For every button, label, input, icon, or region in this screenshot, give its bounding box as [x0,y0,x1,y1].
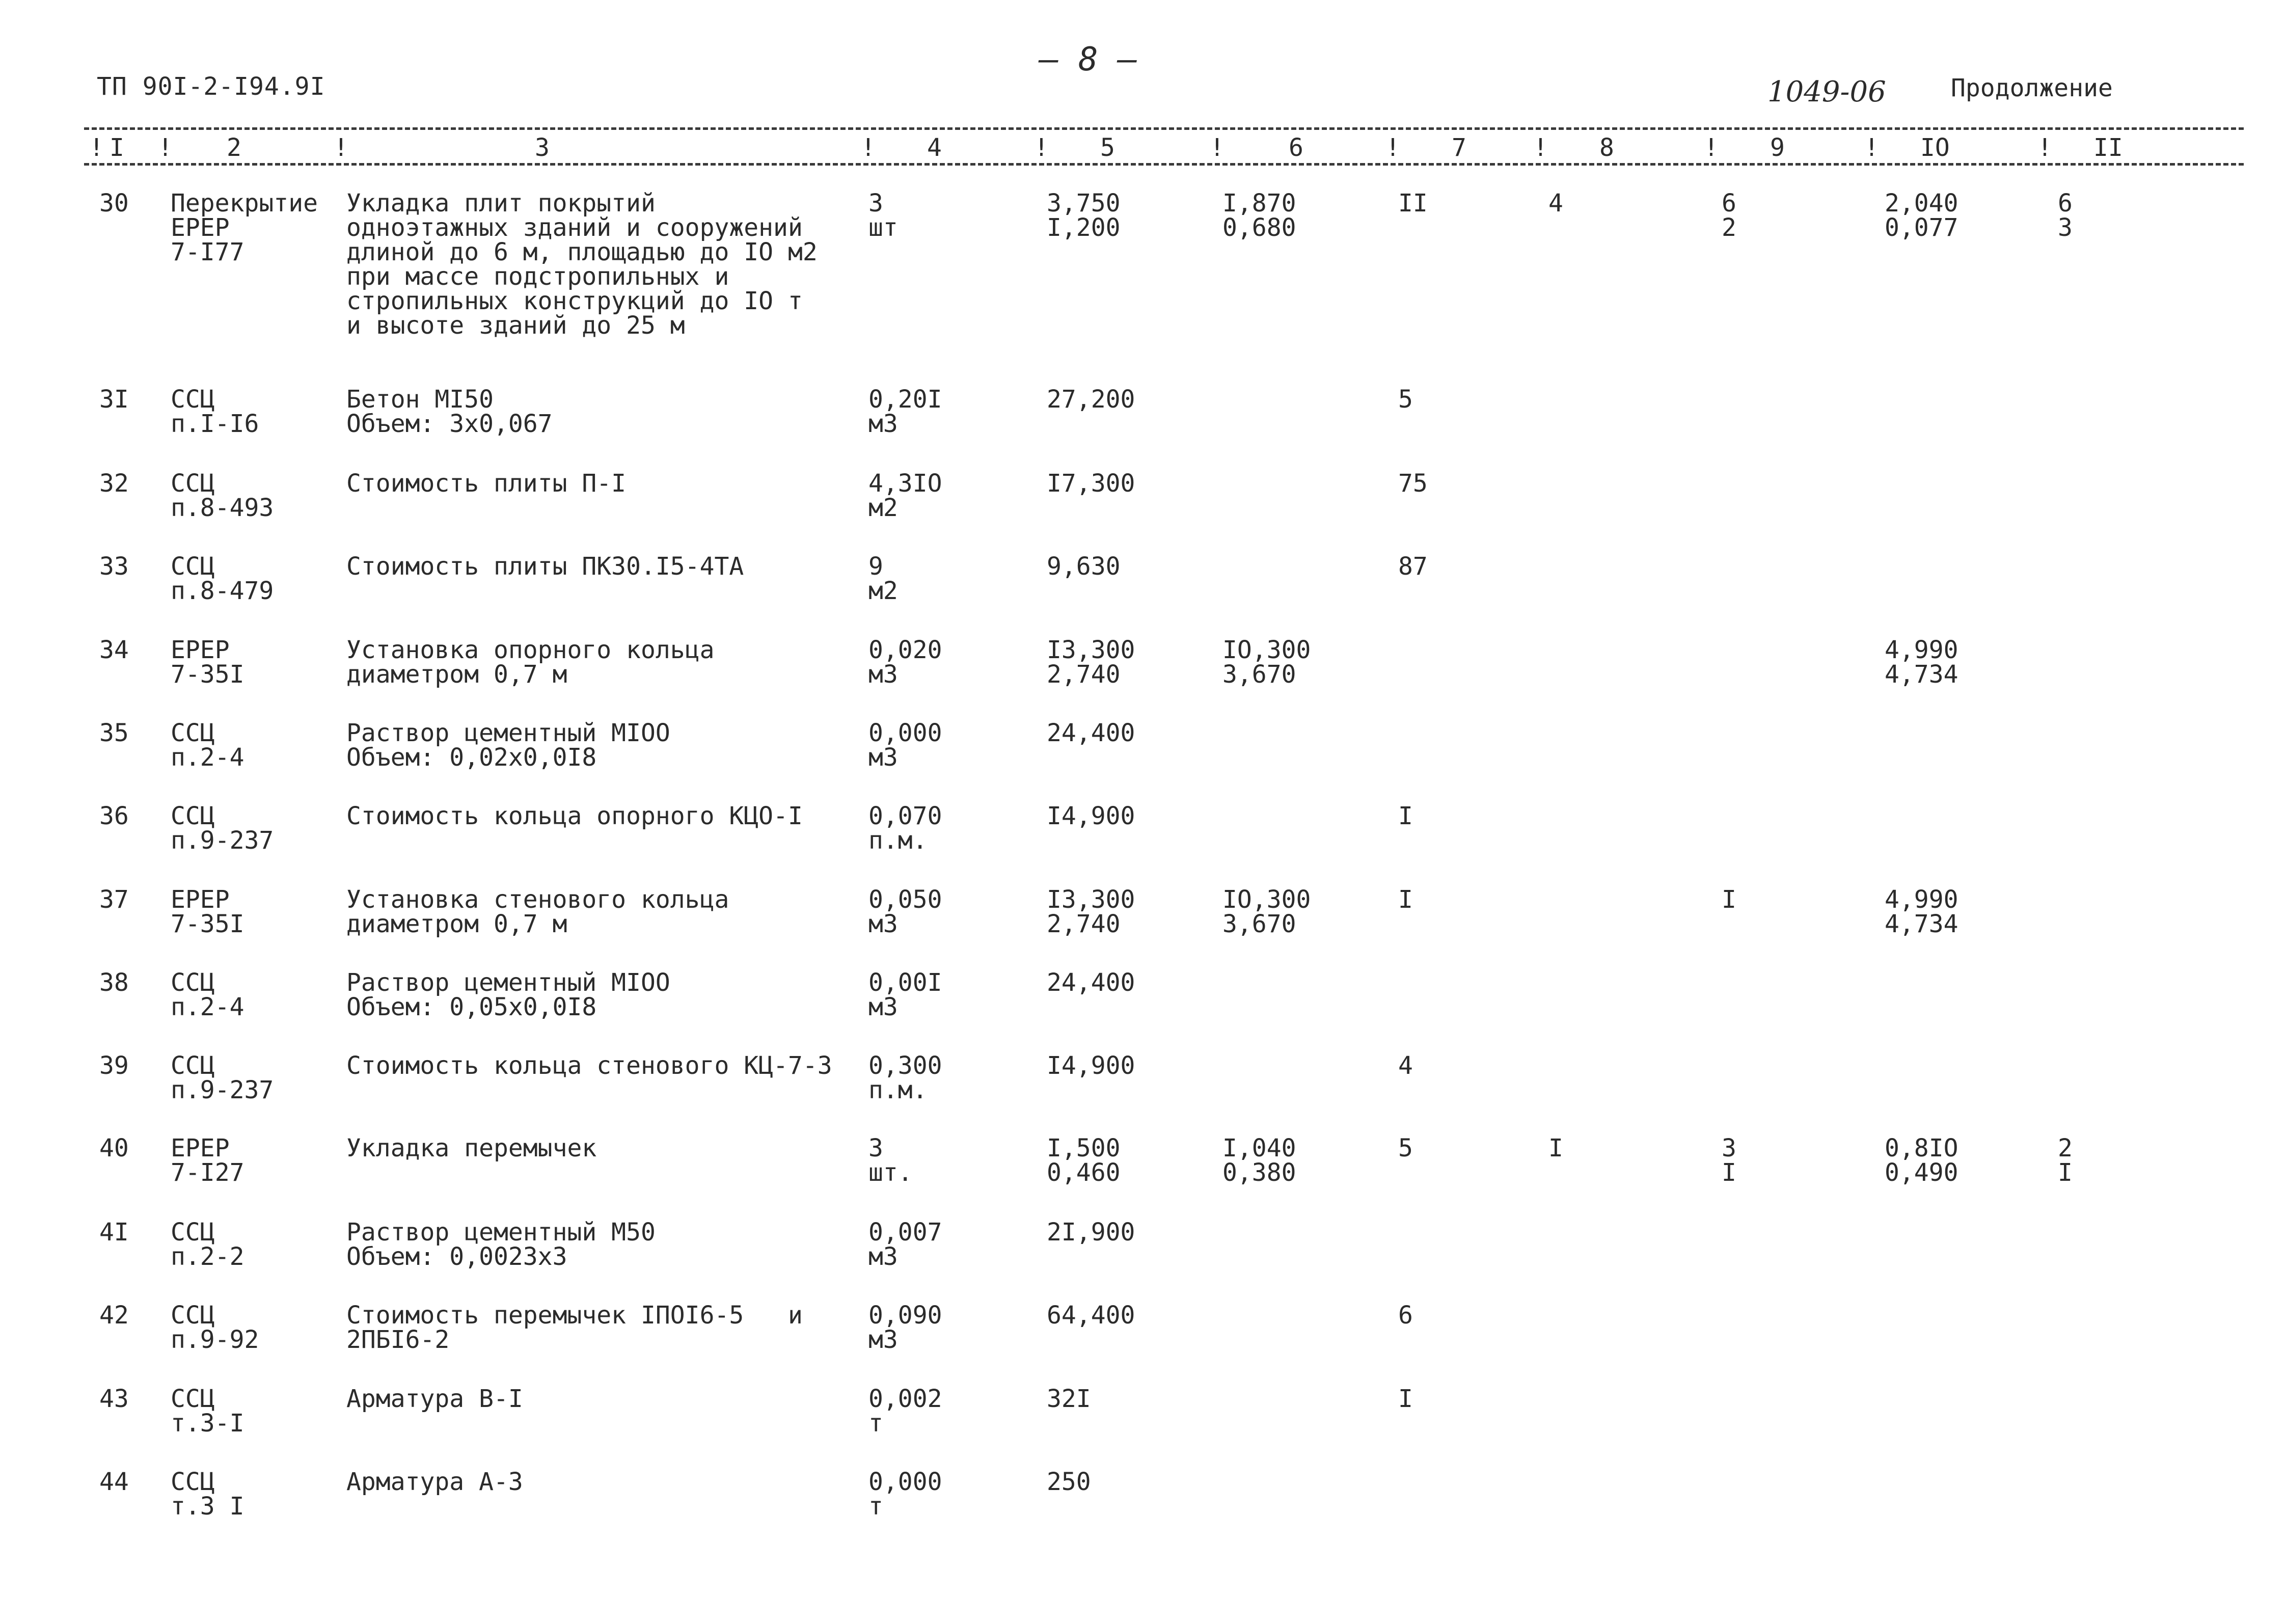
cost-code-line: п.2-4 [171,993,244,1021]
column-10-value [1885,191,1958,240]
column-8-value-line: I [1548,1134,1563,1162]
column-11-value-line: I [2058,1158,2073,1187]
wage-cost [1222,191,1296,240]
unit-cost-line: 9,630 [1047,552,1121,581]
unit-cost-line: 2I,900 [1047,1218,1135,1247]
quantity [868,638,942,687]
column-10-value-line: 4,990 [1885,885,1958,914]
wage-cost-line: I,870 [1222,189,1296,218]
column-separator: ! [89,133,104,162]
cost-code-line: ССЦ [171,469,215,498]
cost-code-line: 7-35I [171,910,244,938]
column-7-value [1398,1053,1413,1078]
work-description [346,638,714,687]
quantity-line: м3 [868,910,898,938]
cost-code [171,1387,244,1436]
quantity-line: 0,020 [868,636,942,664]
unit-cost [1047,1387,1091,1411]
cost-code [171,554,274,603]
column-header-4: 4 [927,133,942,162]
unit-cost-line: I3,300 [1047,885,1135,914]
unit-cost [1047,970,1135,995]
work-description [346,387,553,436]
cost-code [171,721,244,770]
column-header-8: 8 [1599,133,1614,162]
unit-cost [1047,191,1121,240]
cost-code [171,887,244,936]
quantity-line: м3 [868,743,898,772]
quantity [868,1387,942,1436]
work-description [346,471,626,496]
column-7-value [1398,887,1413,912]
column-7-value-line: I [1398,885,1413,914]
quantity [868,721,942,770]
column-separator: ! [1864,133,1879,162]
cost-code [171,471,274,520]
unit-cost [1047,887,1135,936]
column-10-value-line: 4,734 [1885,910,1958,938]
quantity-line: м3 [868,410,898,438]
work-description [346,191,818,338]
cost-code-line: 7-I77 [171,238,244,266]
work-description-line: диаметром 0,7 м [346,910,567,938]
column-7-value-line: 6 [1398,1301,1413,1330]
row-number: 38 [99,968,129,997]
column-7-value-line: 75 [1398,469,1428,498]
wage-cost [1222,887,1311,936]
column-11-value-line: 2 [2058,1134,2073,1162]
quantity-line: 3 [868,1134,883,1162]
column-9-value-line: 3 [1722,1134,1736,1162]
quantity [868,887,942,936]
column-9-value-line: I [1722,885,1736,914]
cost-code-line: п.2-2 [171,1242,244,1271]
column-7-value [1398,1136,1413,1160]
column-7-value [1398,804,1413,828]
cost-code [171,387,259,436]
column-header-7: 7 [1452,133,1466,162]
column-7-value [1398,1303,1413,1328]
unit-cost-line: 27,200 [1047,385,1135,414]
cost-code-line: ЕРЕР [171,1134,230,1162]
unit-cost-line: 2,740 [1047,660,1121,689]
quantity [868,554,898,603]
quantity-line: 0,000 [868,1468,942,1496]
table-header-rule [84,163,2244,166]
column-header-6: 6 [1289,133,1303,162]
work-description [346,1387,523,1411]
unit-cost [1047,387,1135,412]
cost-code [171,1303,259,1352]
column-header-2: 2 [227,133,241,162]
handwritten-reference: 1049-06 [1767,75,1886,109]
column-10-value-line: 0,077 [1885,213,1958,242]
quantity-line: 0,002 [868,1385,942,1413]
row-number: 43 [99,1385,129,1413]
row-number: 44 [99,1468,129,1496]
quantity-line: м2 [868,577,898,605]
quantity-line: 0,070 [868,802,942,830]
work-description [346,970,670,1019]
page-number: — 8 — [1039,41,1137,78]
column-7-value-line: I [1398,802,1413,830]
column-10-value [1885,887,1958,936]
cost-code-line: п.8-493 [171,494,274,522]
cost-code-line: п.9-237 [171,826,274,855]
work-description-line: и высоте зданий до 25 м [346,311,685,340]
column-10-value-line: 0,8IO [1885,1134,1958,1162]
column-11-value-line: 6 [2058,189,2073,218]
cost-code-line: ССЦ [171,385,215,414]
cost-code-line: ССЦ [171,1051,215,1080]
continuation-label: Продолжение [1951,74,2113,102]
cost-code-line: 7-I27 [171,1158,244,1187]
column-header-10: IO [1920,133,1950,162]
work-description-line: Раствор цементный М50 [346,1218,656,1247]
column-header-3: 3 [535,133,550,162]
cost-code-line: т.3-I [171,1409,244,1438]
cost-code-line: ССЦ [171,1385,215,1413]
cost-code-line: ЕРЕР [171,213,230,242]
quantity-line: м2 [868,494,898,522]
row-number: 39 [99,1051,129,1080]
work-description-line: одноэтажных зданий и сооружений [346,213,803,242]
column-9-value-line: 6 [1722,189,1736,218]
column-header-11: II [2093,133,2123,162]
work-description [346,721,670,770]
quantity [868,1303,942,1352]
column-separator: ! [1385,133,1400,162]
cost-code-line: ССЦ [171,1218,215,1247]
column-11-value-line: 3 [2058,213,2073,242]
row-number: 3I [99,385,129,414]
cost-code-line: ССЦ [171,968,215,997]
work-description [346,1303,803,1352]
cost-code-line: п.2-4 [171,743,244,772]
column-8-value-line: 4 [1548,189,1563,218]
work-description-line: Стоимость плиты ПК30.I5-4ТА [346,552,744,581]
cost-code-line: ССЦ [171,802,215,830]
quantity-line: 0,007 [868,1218,942,1247]
unit-cost [1047,1218,1135,1247]
cost-code [171,970,244,1019]
column-9-value-line: I [1722,1158,1736,1187]
unit-cost [1047,1053,1135,1078]
row-number: 35 [99,719,129,747]
column-header-9: 9 [1770,133,1785,162]
quantity [868,1053,942,1102]
row-number: 4I [99,1218,129,1247]
quantity-line: 0,20I [868,385,942,414]
work-description-line: при массе подстропильных и [346,262,729,291]
row-number: 37 [99,885,129,914]
column-10-value-line: 0,490 [1885,1158,1958,1187]
work-description-line: 2ПБI6-2 [346,1325,450,1354]
work-description-line: Установка стенового кольца [346,885,729,914]
table-top-rule [84,127,2244,130]
cost-code [171,1220,244,1269]
unit-cost [1047,804,1135,828]
cost-code-line: т.3 I [171,1492,244,1521]
work-description-line: Объем: 0,02х0,0I8 [346,743,597,772]
quantity-line: шт. [868,1158,913,1187]
cost-code-line: п.9-237 [171,1076,274,1104]
column-7-value-line: II [1398,189,1428,218]
work-description-line: стропильных конструкций до IO т [346,287,803,315]
cost-code-line: п.9-92 [171,1325,259,1354]
work-description [346,1220,656,1269]
unit-cost-line: 2,740 [1047,910,1121,938]
column-separator: ! [1533,133,1548,162]
column-7-value [1398,189,1428,218]
quantity-line: шт [868,213,898,242]
cost-code-line: ССЦ [171,719,215,747]
unit-cost [1047,721,1135,745]
quantity-line: 0,000 [868,719,942,747]
unit-cost-line: 3,750 [1047,189,1121,218]
work-description-line: Раствор цементный МIOO [346,968,670,997]
unit-cost-line: I,200 [1047,213,1121,242]
unit-cost [1047,638,1135,687]
row-number: 33 [99,552,129,581]
quantity-line: м3 [868,1325,898,1354]
quantity-line: п.м. [868,1076,928,1104]
column-11-value [2058,191,2073,240]
unit-cost-line: 32I [1047,1385,1091,1413]
quantity-line: м3 [868,1242,898,1271]
cost-code [171,1470,244,1519]
column-7-value [1398,554,1428,579]
column-7-value-line: 87 [1398,552,1428,581]
unit-cost-line: I4,900 [1047,802,1135,830]
column-9-value-line: 2 [1722,213,1736,242]
wage-cost-line: IO,300 [1222,885,1311,914]
unit-cost-line: I7,300 [1047,469,1135,498]
unit-cost [1047,471,1135,496]
work-description [346,887,729,936]
work-description [346,1053,832,1078]
work-description-line: диаметром 0,7 м [346,660,567,689]
cost-code-line: ЕРЕР [171,885,230,914]
work-description-line: Раствор цементный МIOO [346,719,670,747]
work-description-line: Стоимость кольца опорного КЦО-I [346,802,803,830]
column-separator: ! [1704,133,1719,162]
work-description [346,804,803,828]
cost-code-line: п.8-479 [171,577,274,605]
unit-cost-line: 24,400 [1047,719,1135,747]
work-description-line: Арматура А-3 [346,1468,523,1496]
cost-code [171,804,274,853]
column-7-value-line: 5 [1398,385,1413,414]
unit-cost [1047,1303,1135,1328]
column-7-value [1398,1387,1413,1411]
column-separator: ! [158,133,173,162]
wage-cost [1222,1136,1296,1185]
work-description-line: Объем: 0,0023х3 [346,1242,567,1271]
quantity-line: 0,00I [868,968,942,997]
quantity-line: м3 [868,993,898,1021]
work-description [346,1470,523,1494]
row-number: 40 [99,1134,129,1162]
column-header-1: I [110,133,124,162]
unit-cost [1047,1470,1091,1494]
quantity [868,191,898,240]
column-11-value [2058,1136,2073,1185]
wage-cost-line: 3,670 [1222,910,1296,938]
wage-cost-line: IO,300 [1222,636,1311,664]
row-number: 36 [99,802,129,830]
column-9-value [1722,887,1736,912]
cost-code-line: 7-35I [171,660,244,689]
wage-cost-line: 3,670 [1222,660,1296,689]
column-7-value [1398,387,1413,412]
work-description-line: Стоимость кольца стенового КЦ-7-3 [346,1051,832,1080]
work-description-line: Установка опорного кольца [346,636,715,664]
cost-code [171,638,244,687]
work-description-line: Бетон МI50 [346,385,494,414]
work-description [346,554,744,579]
work-description [346,1136,596,1160]
unit-cost-line: I4,900 [1047,1051,1135,1080]
wage-cost-line: 0,680 [1222,213,1296,242]
unit-cost [1047,1136,1121,1185]
column-7-value-line: 4 [1398,1051,1413,1080]
quantity-line: 0,300 [868,1051,942,1080]
quantity-line: т [868,1492,883,1521]
column-7-value-line: 5 [1398,1134,1413,1162]
cost-code [171,191,318,264]
quantity [868,804,942,853]
quantity [868,1470,942,1519]
work-description-line: Укладка плит покрытий [346,189,656,218]
row-number: 32 [99,469,129,498]
column-9-value [1722,1136,1736,1185]
cost-code-line: Перекрытие [171,189,318,218]
quantity [868,471,942,520]
row-number: 30 [99,189,129,218]
work-description-line: Объем: 0,05х0,0I8 [346,993,597,1021]
column-10-value-line: 4,990 [1885,636,1958,664]
column-8-value [1548,1136,1563,1160]
column-7-value-line: I [1398,1385,1413,1413]
wage-cost-line: 0,380 [1222,1158,1296,1187]
work-description-line: Укладка перемычек [346,1134,597,1162]
column-10-value [1885,1136,1958,1185]
unit-cost-line: 0,460 [1047,1158,1121,1187]
column-7-value [1398,471,1428,496]
column-header-5: 5 [1100,133,1115,162]
quantity [868,970,942,1019]
quantity-line: 9 [868,552,883,581]
quantity [868,1220,942,1269]
cost-code-line: ЕРЕР [171,636,230,664]
column-separator: ! [2037,133,2052,162]
quantity-line: м3 [868,660,898,689]
wage-cost [1222,638,1311,687]
work-description-line: Объем: 3х0,067 [346,410,553,438]
quantity-line: 0,050 [868,885,942,914]
row-number: 34 [99,636,129,664]
column-10-value-line: 2,040 [1885,189,1958,218]
quantity-line: т [868,1409,883,1438]
quantity-line: 0,090 [868,1301,942,1330]
document-code: ТП 90I-2-I94.9I [97,72,325,101]
unit-cost-line: I,500 [1047,1134,1121,1162]
column-10-value [1885,638,1958,687]
unit-cost [1047,554,1121,579]
work-description-line: Стоимость плиты П-I [346,469,627,498]
unit-cost-line: I3,300 [1047,636,1135,664]
work-description-line: Арматура В-I [346,1385,523,1413]
work-description-line: длиной до 6 м, площадью до IO м2 [346,238,818,266]
wage-cost-line: I,040 [1222,1134,1296,1162]
cost-code-line: ССЦ [171,1301,215,1330]
quantity [868,1136,913,1185]
row-number: 42 [99,1301,129,1330]
cost-code [171,1136,244,1185]
column-separator: ! [334,133,348,162]
quantity-line: 4,3IO [868,469,942,498]
cost-code-line: ССЦ [171,552,215,581]
column-9-value [1722,191,1736,240]
unit-cost-line: 250 [1047,1468,1091,1496]
column-10-value-line: 4,734 [1885,660,1958,689]
column-separator: ! [1210,133,1224,162]
column-8-value [1548,189,1563,218]
unit-cost-line: 64,400 [1047,1301,1135,1330]
quantity-line: 3 [868,189,883,218]
quantity [868,387,942,436]
work-description-line: Стоимость перемычек IПОI6-5 и [346,1301,803,1330]
cost-code [171,1053,274,1102]
column-separator: ! [1034,133,1049,162]
unit-cost-line: 24,400 [1047,968,1135,997]
column-separator: ! [861,133,876,162]
cost-code-line: п.I-I6 [171,410,259,438]
cost-code-line: ССЦ [171,1468,215,1496]
quantity-line: п.м. [868,826,928,855]
